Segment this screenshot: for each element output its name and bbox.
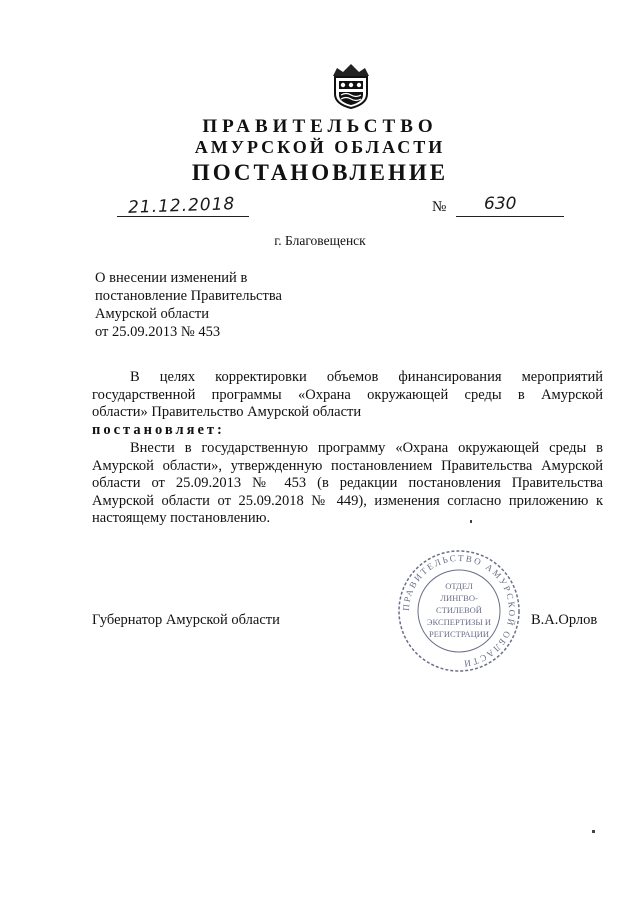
- subject-line: от 25.09.2013 № 453: [95, 324, 221, 340]
- coat-of-arms-icon: [329, 62, 373, 110]
- stray-mark: [592, 830, 595, 833]
- subject-line: постановление Правительства: [95, 288, 282, 304]
- document-type-title: ПОСТАНОВЛЕНИЕ: [191, 160, 449, 185]
- org-name-line2: АМУРСКОЙ ОБЛАСТИ: [194, 137, 446, 157]
- subject-line: Амурской области: [95, 306, 209, 322]
- resolution-line: области от 25.09.2013 № 453 (в редакции постановления Правительства: [92, 475, 603, 491]
- stray-mark: [470, 520, 472, 523]
- date-underline: [117, 216, 249, 217]
- preamble-paragraph: [92, 369, 603, 422]
- resolution-line: Внести в государственную программу «Охрана окружающей среды в: [130, 440, 603, 456]
- org-name-line1: ПРАВИТЕЛЬСТВО: [202, 116, 438, 137]
- city-label: г. Благовещенск: [274, 233, 366, 248]
- number-label: №: [432, 199, 447, 215]
- handwritten-date: 21.12.2018: [127, 194, 236, 218]
- resolution-line: настоящему постановлению.: [92, 510, 271, 526]
- resolution-paragraph: [92, 440, 603, 528]
- signatory-name: В.А.Орлов: [531, 612, 598, 628]
- document-subject: [95, 269, 335, 341]
- seal-outer-text: ПРАВИТЕЛЬСТВО АМУРСКОЙ ОБЛАСТИ: [400, 552, 518, 670]
- preamble-line: В целях корректировки объемов финансирования мероприятий: [130, 369, 603, 385]
- seal-inner-text: ОТДЕЛ: [445, 581, 473, 591]
- handwritten-number: 630: [484, 194, 517, 214]
- number-underline: [456, 216, 564, 217]
- seal-inner-text: ЛИНГВО-: [440, 593, 478, 603]
- signatory-position: Губернатор Амурской области: [92, 612, 280, 628]
- preamble-line: государственной программы «Охрана окружающей среды в Амурской: [92, 386, 603, 403]
- seal-inner-text: СТИЛЕВОЙ: [436, 605, 482, 615]
- resolution-line: Амурской области от 25.09.2018 № 449), изменения согласно приложению к: [92, 492, 603, 509]
- preamble-line: области» Правительство Амурской области: [92, 404, 362, 420]
- seal-inner-text: ЭКСПЕРТИЗЫ И: [426, 617, 492, 627]
- subject-line: О внесении изменений в: [95, 270, 248, 286]
- resolution-line: Амурской области», утвержденную постановлением Правительства Амурской: [92, 457, 603, 474]
- registration-seal: [397, 549, 521, 673]
- decree-word: постановляет:: [92, 422, 225, 438]
- seal-inner-text: РЕГИСТРАЦИИ: [428, 629, 490, 639]
